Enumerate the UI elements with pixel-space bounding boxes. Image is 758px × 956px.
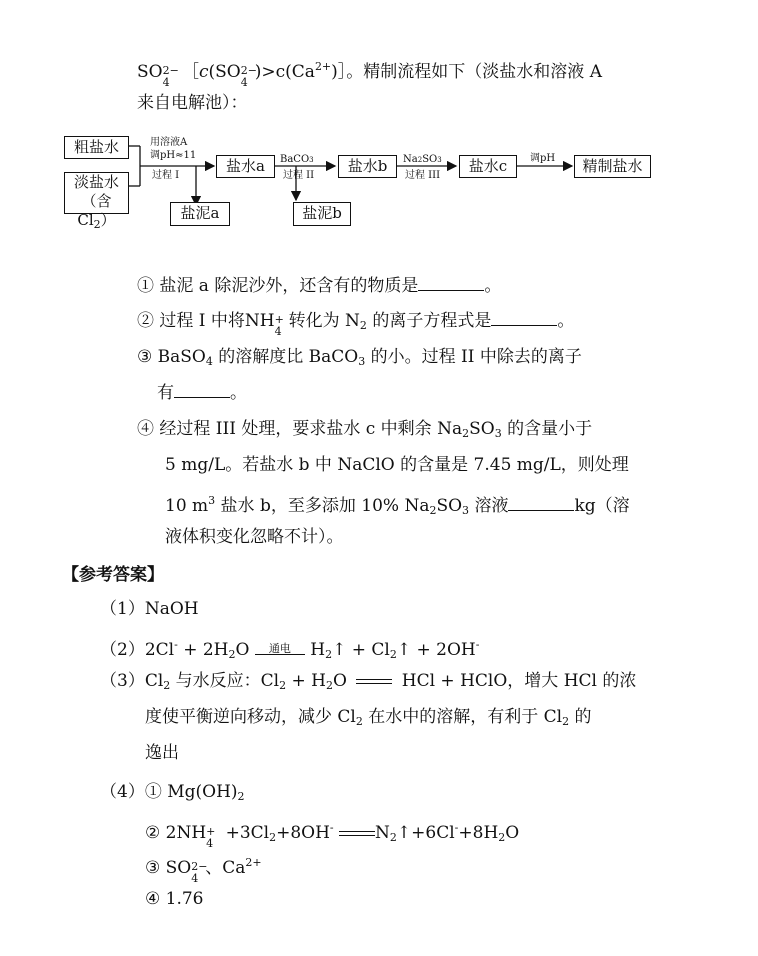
brine-c-box: 盐水c bbox=[459, 155, 517, 178]
step-4-label: 调pH bbox=[530, 153, 556, 164]
crude-brine-box: 粗盐水 bbox=[64, 136, 129, 159]
question-3-cont: 有 。 bbox=[157, 383, 247, 403]
answer-4-4: ④ 1.76 bbox=[145, 889, 204, 909]
question-4-line-3: 10 $m^3$ 盐水 b，至多添加 10% $Na_2SO_3$ 溶液 kg（溶 bbox=[165, 494, 630, 517]
answer-3: $(3)Cl_2$ 与水反应：$Cl_2 + H_2O$ HCl + HClO，增大 HCl 的浓 bbox=[100, 671, 637, 692]
step-1-label-b: 调pH≈11 bbox=[150, 150, 197, 161]
question-4: ④ 经过程 III 处理，要求盐水 c 中剩余 $Na_2SO_3$ 的含量小于 bbox=[137, 419, 593, 440]
step-1-label-a: 用溶液A bbox=[150, 137, 188, 148]
answer-3-line-2: 度使平衡逆向移动，减少 $Cl_2$ 在水中的溶解，有利于 $Cl_2$ 的 bbox=[145, 707, 592, 728]
electrolysis-condition: 通电 bbox=[255, 644, 305, 658]
refined-brine-box: 精制盐水 bbox=[574, 155, 651, 178]
reaction-sign bbox=[339, 831, 375, 836]
brine-a-box: 盐水a bbox=[216, 155, 275, 178]
mud-b-box: 盐泥b bbox=[293, 202, 351, 226]
answer-header: 【参考答案】 bbox=[62, 565, 164, 585]
answer-blank-3[interactable] bbox=[174, 383, 230, 398]
answer-1: （1）NaOH bbox=[100, 599, 199, 619]
answer-2: $(2)2Cl^- + 2H_2O$ 通电 $H_2↑$ + $Cl_2↑ + 2OH^-$ bbox=[100, 638, 480, 661]
answer-4-1: （4）① $Mg(OH)_2$ bbox=[100, 782, 245, 803]
answer-blank-1[interactable] bbox=[418, 276, 484, 291]
light-brine-box: 淡盐水 （含$Cl_2$） bbox=[64, 172, 129, 214]
question-1: ① 盐泥 a 除泥沙外，还含有的物质是 。 bbox=[137, 276, 502, 296]
answer-3-line-3: 逸出 bbox=[145, 743, 179, 763]
intro-line-1: SO 2− 4 ［c(SO 2− 4 )$>c(Ca^{2+})]$。精制流程如下（淡盐水和溶液 A bbox=[137, 60, 602, 89]
mud-a-box: 盐泥a bbox=[170, 202, 230, 226]
equilibrium-sign bbox=[356, 679, 392, 684]
question-3: ③ BaSO$_4$ 的溶解度比 BaCO$_3$ 的小。过程 II 中除去的离子 bbox=[137, 347, 582, 368]
step-2-label-b: 过程 II bbox=[283, 170, 315, 181]
answer-4-3: ③ SO 2− 4 、$Ca^{2+}$ bbox=[145, 856, 262, 885]
intro-line-2: 来自电解池）： bbox=[137, 93, 248, 113]
step-3-label-b: 过程 III bbox=[405, 170, 441, 181]
step-3-label-a: Na2SO3 bbox=[403, 154, 442, 165]
question-4-line-4: 液体积变化忽略不计）。 bbox=[165, 527, 344, 547]
step-2-label-a: BaCO3 bbox=[280, 154, 314, 165]
answer-4-2: ② 2NH + 4 $+3Cl_2+8OH^-$ $N_2↑+6Cl^-+8H_2O$ bbox=[145, 821, 520, 850]
answer-blank-4[interactable] bbox=[508, 496, 574, 511]
brine-b-box: 盐水b bbox=[338, 155, 397, 178]
question-2: ② 过程 I 中将NH + 4 转化为 $N_2$ 的离子方程式是 。 bbox=[137, 311, 575, 338]
answer-blank-2[interactable] bbox=[491, 311, 557, 326]
question-4-line-2: 5 mg/L。若盐水 b 中 NaClO 的含量是 7.45 mg/L，则处理 bbox=[165, 455, 629, 475]
step-1-label-c: 过程 I bbox=[152, 170, 180, 181]
